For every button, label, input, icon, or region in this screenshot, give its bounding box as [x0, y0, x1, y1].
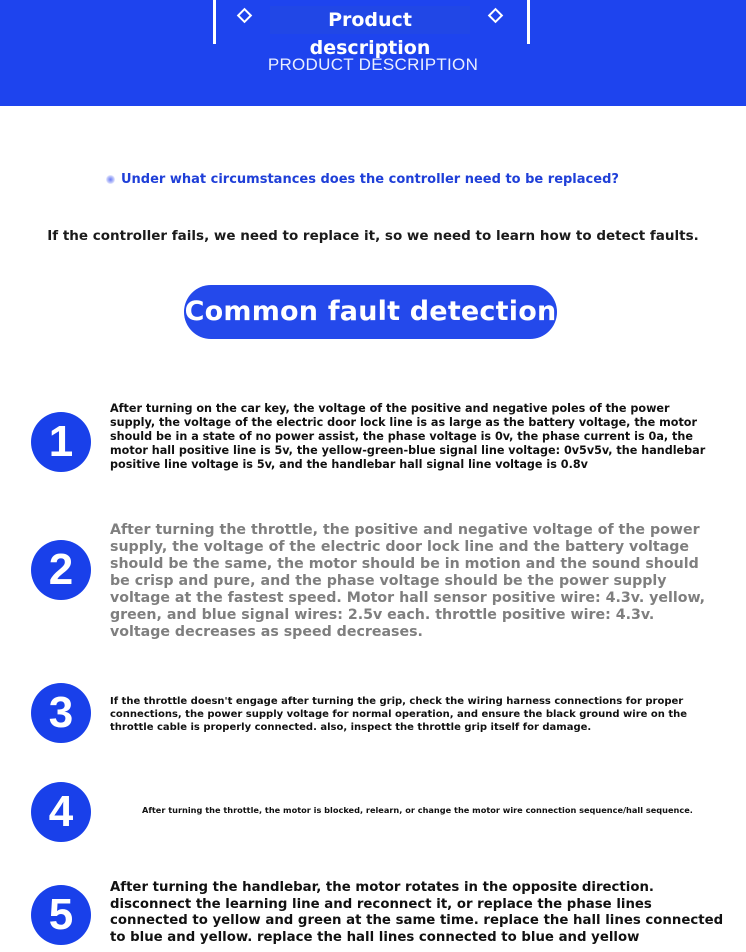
- diamond-icon: [237, 8, 253, 24]
- banner-title: Product description: [270, 6, 470, 34]
- banner-subtitle: PRODUCT DESCRIPTION: [267, 55, 479, 74]
- diamond-icon: [488, 8, 504, 24]
- intro-text: If the controller fails, we need to replace it, so we need to learn how to detect faults.: [47, 228, 699, 244]
- banner-left-bar: [213, 0, 216, 44]
- step-number-badge: 5: [31, 885, 91, 945]
- question-line: [106, 172, 666, 187]
- step-text: After turning the throttle, the positive and negative voltage of the power supply, the voltage of the electric door lock line and the battery voltage should be the same, the motor should be in motion and the sound should be crisp and pure, and the phase voltage should be the power supply voltage at the fastest speed. Motor hall sensor positive wire: 4.3v. yellow, green, and blue signal wires: 2.5v each. throttle positive wire: 4.3v. voltage decreases as speed decreases.: [110, 522, 706, 640]
- step-text: After turning on the car key, the voltage of the positive and negative poles of the power supply, the voltage of the electric door lock line is as large as the battery voltage, the motor should be in a state of no power assist, the phase voltage is 0v, the phase current is 0a, the motor hall positive line is 5v, the yellow-green-blue signal line voltage: 0v5v5v, the handlebar positive line voltage is 5v, and the handlebar hall signal line voltage is 0.8v: [110, 402, 706, 471]
- step-number-badge: 2: [31, 540, 91, 600]
- step-number-badge: 4: [31, 782, 91, 842]
- step-text: After turning the throttle, the motor is blocked, relearn, or change the motor wire connection sequence/hall sequence.: [142, 805, 693, 815]
- step-text: After turning the handlebar, the motor rotates in the opposite direction. disconnect the learning line and reconnect it, or replace the phase lines connected to yellow and green at the same time. replace the hall lines connected to blue and yellow. replace the hall lines connected to blue and yellow: [110, 880, 724, 945]
- step-number-badge: 3: [31, 683, 91, 743]
- step-text: If the throttle doesn't engage after turning the grip, check the wiring harness connections for proper connections, the power supply voltage for normal operation, and ensure the black ground wire on the throttle cable is properly connected. also, inspect the throttle grip itself for damage.: [110, 696, 688, 733]
- sparkle-icon: [106, 175, 115, 184]
- question-text: Under what circumstances does the controller need to be replaced?: [121, 172, 619, 187]
- section-title: Common fault detection: [184, 285, 557, 339]
- banner-right-bar: [527, 0, 530, 44]
- header-banner: [0, 0, 746, 106]
- step-number-badge: 1: [31, 412, 91, 472]
